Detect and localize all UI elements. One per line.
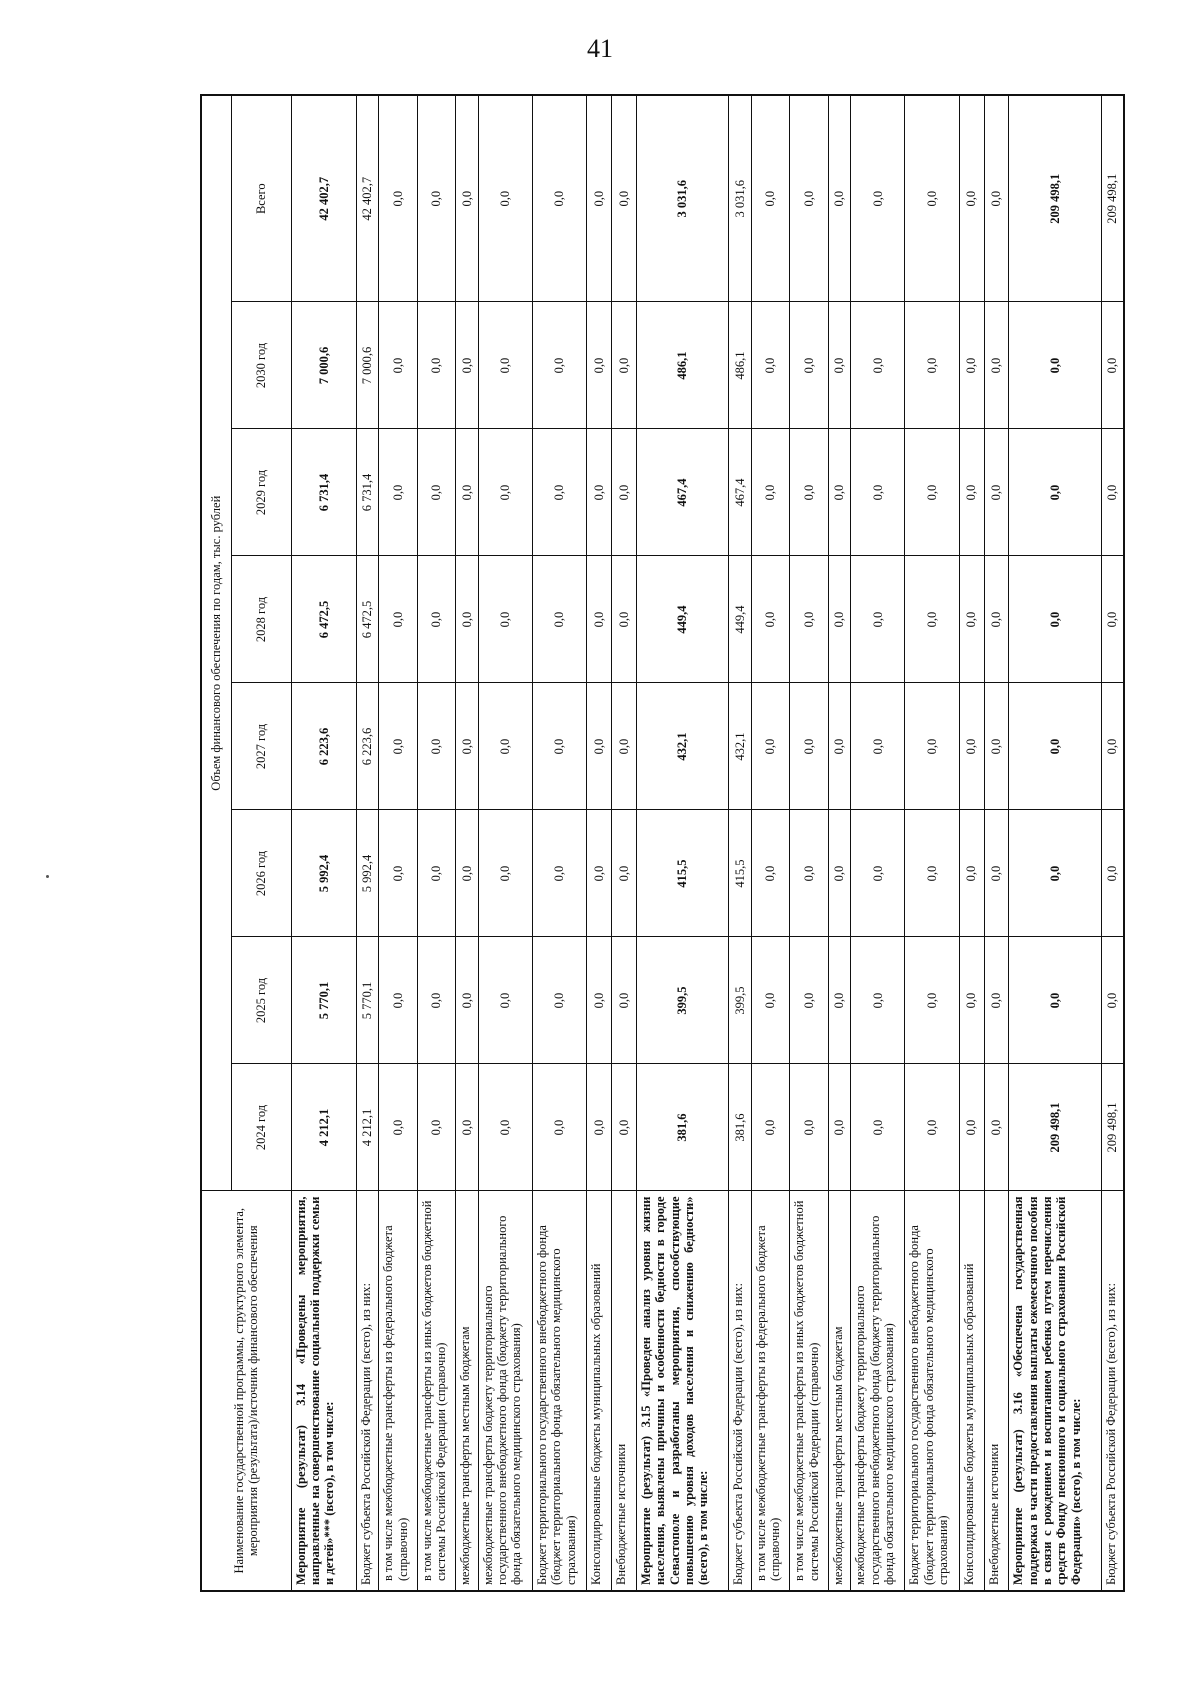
- cell-value: 0,0: [959, 429, 984, 556]
- table-row: [612, 95, 637, 1591]
- cell-value: 0,0: [417, 810, 455, 937]
- cell-value: 0,0: [456, 683, 479, 810]
- cell-value: 0,0: [851, 810, 905, 937]
- cell-total: 0,0: [587, 95, 612, 302]
- cell-value: 0,0: [1009, 683, 1101, 810]
- cell-value: 0,0: [532, 683, 586, 810]
- cell-value: 0,0: [417, 429, 455, 556]
- cell-value: 0,0: [379, 937, 417, 1064]
- cell-value: 0,0: [587, 683, 612, 810]
- cell-value: 0,0: [790, 1064, 828, 1191]
- cell-value: 0,0: [612, 556, 637, 683]
- cell-value: 399,5: [636, 937, 728, 1064]
- row-label: Бюджет территориального государственного внебюджетного фонда (бюджет территориального фонда обязательного медицинского страхования): [905, 1191, 959, 1591]
- table-row: [478, 95, 532, 1591]
- cell-value: 0,0: [612, 810, 637, 937]
- cell-value: 0,0: [1009, 429, 1101, 556]
- cell-value: 0,0: [417, 683, 455, 810]
- cell-total: 0,0: [456, 95, 479, 302]
- cell-value: 0,0: [984, 302, 1009, 429]
- cell-value: 0,0: [587, 1064, 612, 1191]
- header-year-2030: 2030 год: [231, 302, 291, 429]
- cell-value: 0,0: [751, 810, 789, 937]
- cell-value: 0,0: [905, 302, 959, 429]
- cell-value: 0,0: [1101, 429, 1124, 556]
- cell-value: 0,0: [612, 683, 637, 810]
- cell-value: 0,0: [828, 683, 851, 810]
- cell-value: 0,0: [587, 810, 612, 937]
- cell-value: 0,0: [456, 556, 479, 683]
- cell-value: 0,0: [456, 937, 479, 1064]
- cell-total: 209 498,1: [1009, 95, 1101, 302]
- header-year-2024: 2024 год: [231, 1064, 291, 1191]
- cell-value: 0,0: [612, 1064, 637, 1191]
- cell-value: 0,0: [478, 937, 532, 1064]
- page-number: 41: [587, 34, 613, 63]
- row-label: межбюджетные трансферты местным бюджетам: [456, 1191, 479, 1591]
- cell-value: 0,0: [790, 937, 828, 1064]
- row-label: межбюджетные трансферты бюджету территориального государственного внебюджетного фонда (бюджету территориального фонда обязательного медицинского страхования): [851, 1191, 905, 1591]
- table-row: [905, 95, 959, 1591]
- table-row: [828, 95, 851, 1591]
- cell-total: 0,0: [790, 95, 828, 302]
- cell-value: 0,0: [851, 302, 905, 429]
- cell-total: 0,0: [478, 95, 532, 302]
- cell-value: 0,0: [1101, 556, 1124, 683]
- cell-value: 0,0: [417, 556, 455, 683]
- cell-value: 0,0: [984, 810, 1009, 937]
- cell-value: 6 472,5: [356, 556, 379, 683]
- table-row: [379, 95, 417, 1591]
- cell-value: 0,0: [905, 1064, 959, 1191]
- cell-value: 0,0: [905, 429, 959, 556]
- row-label: Консолидированные бюджеты муниципальных образований: [959, 1191, 984, 1591]
- cell-value: 0,0: [905, 683, 959, 810]
- cell-value: 6 731,4: [291, 429, 356, 556]
- table-row: [532, 95, 586, 1591]
- cell-total: 0,0: [905, 95, 959, 302]
- cell-value: 0,0: [612, 429, 637, 556]
- cell-value: 0,0: [959, 556, 984, 683]
- cell-value: 6 223,6: [291, 683, 356, 810]
- table-row: [356, 95, 379, 1591]
- cell-value: 0,0: [905, 810, 959, 937]
- cell-total: 0,0: [379, 95, 417, 302]
- cell-value: 0,0: [751, 302, 789, 429]
- cell-value: 0,0: [751, 556, 789, 683]
- table-row-measure: [636, 95, 728, 1591]
- cell-value: 0,0: [905, 937, 959, 1064]
- cell-value: 7 000,6: [291, 302, 356, 429]
- table-row: [851, 95, 905, 1591]
- cell-value: 0,0: [379, 302, 417, 429]
- cell-value: 0,0: [851, 1064, 905, 1191]
- cell-value: 5 770,1: [356, 937, 379, 1064]
- cell-value: 0,0: [1101, 937, 1124, 1064]
- row-label: Внебюджетные источники: [612, 1191, 637, 1591]
- row-label: в том числе межбюджетные трансферты из федерального бюджета (справочно): [379, 1191, 417, 1591]
- cell-value: 0,0: [532, 1064, 586, 1191]
- cell-value: 0,0: [478, 810, 532, 937]
- header-name-column: Наименование государственной программы, структурного элемента, мероприятия (результата)/источник финансового обеспечения: [201, 1191, 291, 1591]
- cell-value: 0,0: [828, 810, 851, 937]
- header-volume-group: Объем финансового обеспечения по годам, тыс. рублей: [201, 95, 231, 1191]
- cell-value: 0,0: [1009, 302, 1101, 429]
- cell-value: 0,0: [984, 1064, 1009, 1191]
- cell-value: 486,1: [729, 302, 752, 429]
- cell-value: 467,4: [636, 429, 728, 556]
- cell-value: 0,0: [984, 683, 1009, 810]
- table-row-measure: [1009, 95, 1101, 1591]
- cell-value: 0,0: [417, 937, 455, 1064]
- cell-value: 0,0: [532, 556, 586, 683]
- cell-value: 0,0: [959, 302, 984, 429]
- scan-artifact-dot: [46, 875, 49, 878]
- cell-value: 0,0: [417, 1064, 455, 1191]
- cell-value: 0,0: [1009, 810, 1101, 937]
- cell-value: 0,0: [532, 302, 586, 429]
- cell-value: 0,0: [984, 556, 1009, 683]
- cell-value: 0,0: [751, 683, 789, 810]
- table-row: [1101, 95, 1124, 1591]
- rotated-table-container: [200, 96, 1125, 1592]
- header-year-2026: 2026 год: [231, 810, 291, 937]
- cell-value: 7 000,6: [356, 302, 379, 429]
- cell-value: 0,0: [1101, 302, 1124, 429]
- cell-value: 0,0: [790, 810, 828, 937]
- cell-value: 399,5: [729, 937, 752, 1064]
- table-row: [959, 95, 984, 1591]
- header-year-2028: 2028 год: [231, 556, 291, 683]
- table-row: [984, 95, 1009, 1591]
- cell-value: 0,0: [1101, 810, 1124, 937]
- cell-value: 0,0: [959, 810, 984, 937]
- cell-value: 0,0: [851, 683, 905, 810]
- table-row: [729, 95, 752, 1591]
- cell-value: 0,0: [478, 1064, 532, 1191]
- header-year-2025: 2025 год: [231, 937, 291, 1064]
- header-year-2029: 2029 год: [231, 429, 291, 556]
- row-label: Бюджет субъекта Российской Федерации (всего), из них:: [1101, 1191, 1124, 1591]
- cell-total: 0,0: [612, 95, 637, 302]
- table-row: [751, 95, 789, 1591]
- cell-value: 449,4: [729, 556, 752, 683]
- cell-value: 449,4: [636, 556, 728, 683]
- row-label: в том числе межбюджетные трансферты из федерального бюджета (справочно): [751, 1191, 789, 1591]
- cell-value: 0,0: [612, 302, 637, 429]
- cell-value: 415,5: [636, 810, 728, 937]
- cell-value: 6 731,4: [356, 429, 379, 556]
- cell-value: 0,0: [828, 302, 851, 429]
- cell-value: 0,0: [851, 556, 905, 683]
- cell-value: 0,0: [905, 556, 959, 683]
- cell-value: 0,0: [959, 1064, 984, 1191]
- cell-value: 6 223,6: [356, 683, 379, 810]
- cell-value: 381,6: [729, 1064, 752, 1191]
- cell-total: 0,0: [851, 95, 905, 302]
- row-label: Мероприятие (результат) 3.14 «Проведены мероприятия, направленные на совершенствование социальной поддержки семьи и детей»*** (всего), в том числе:: [291, 1191, 356, 1591]
- cell-value: 0,0: [587, 429, 612, 556]
- row-label: Внебюджетные источники: [984, 1191, 1009, 1591]
- cell-value: 0,0: [1009, 937, 1101, 1064]
- cell-value: 0,0: [851, 937, 905, 1064]
- cell-value: 0,0: [417, 302, 455, 429]
- cell-total: 0,0: [532, 95, 586, 302]
- cell-value: 0,0: [478, 429, 532, 556]
- financing-table: [200, 94, 1125, 1592]
- cell-value: 0,0: [828, 556, 851, 683]
- cell-value: 0,0: [379, 1064, 417, 1191]
- row-label: Бюджет субъекта Российской Федерации (всего), из них:: [729, 1191, 752, 1591]
- cell-value: 0,0: [790, 302, 828, 429]
- cell-value: 0,0: [1009, 556, 1101, 683]
- cell-total: 0,0: [984, 95, 1009, 302]
- cell-value: 209 498,1: [1101, 1064, 1124, 1191]
- cell-total: 0,0: [959, 95, 984, 302]
- cell-value: 0,0: [379, 556, 417, 683]
- cell-value: 0,0: [532, 810, 586, 937]
- cell-value: 0,0: [751, 429, 789, 556]
- cell-value: 0,0: [532, 429, 586, 556]
- cell-total: 209 498,1: [1101, 95, 1124, 302]
- cell-value: 5 992,4: [291, 810, 356, 937]
- row-label: в том числе межбюджетные трансферты из иных бюджетов бюджетной системы Российской Федерации (справочно): [790, 1191, 828, 1591]
- row-label: межбюджетные трансферты бюджету территориального государственного внебюджетного фонда (бюджету территориального фонда обязательного медицинского страхования): [478, 1191, 532, 1591]
- row-label: межбюджетные трансферты местным бюджетам: [828, 1191, 851, 1591]
- cell-value: 0,0: [790, 556, 828, 683]
- cell-value: 0,0: [984, 429, 1009, 556]
- cell-value: 0,0: [790, 683, 828, 810]
- cell-value: 0,0: [478, 302, 532, 429]
- cell-value: 0,0: [379, 683, 417, 810]
- row-label: Бюджет субъекта Российской Федерации (всего), из них:: [356, 1191, 379, 1591]
- cell-value: 0,0: [828, 937, 851, 1064]
- row-label: Мероприятие (результат) 3.15 «Проведен анализ уровня жизни населения, выявлены причины и особенности бедности в городе Севастополе и разработаны мероприятия, способствующие повышению уровня доходов населения и снижению бедности» (всего), в том числе:: [636, 1191, 728, 1591]
- cell-value: 0,0: [587, 302, 612, 429]
- cell-total: 3 031,6: [636, 95, 728, 302]
- row-label: в том числе межбюджетные трансферты из иных бюджетов бюджетной системы Российской Федерации (справочно): [417, 1191, 455, 1591]
- cell-value: 0,0: [456, 810, 479, 937]
- cell-total: 0,0: [417, 95, 455, 302]
- cell-value: 0,0: [959, 937, 984, 1064]
- cell-value: 0,0: [587, 556, 612, 683]
- cell-total: 0,0: [751, 95, 789, 302]
- cell-value: 0,0: [828, 1064, 851, 1191]
- cell-value: 0,0: [790, 429, 828, 556]
- cell-value: 0,0: [456, 302, 479, 429]
- row-label: Мероприятие (результат) 3.16 «Обеспечена государственная поддержка в части предоставления выплаты ежемесячного пособия в связи с рождением и воспитанием ребенка путем перечисления средств Фонду пенсионного и социального страхования Российской Федерации» (всего), в том числе:: [1009, 1191, 1101, 1591]
- cell-value: 0,0: [587, 937, 612, 1064]
- cell-value: 0,0: [828, 429, 851, 556]
- cell-value: 432,1: [729, 683, 752, 810]
- row-label: Консолидированные бюджеты муниципальных образований: [587, 1191, 612, 1591]
- header-total: Всего: [231, 95, 291, 302]
- header-year-2027: 2027 год: [231, 683, 291, 810]
- cell-value: 5 770,1: [291, 937, 356, 1064]
- cell-value: 415,5: [729, 810, 752, 937]
- cell-value: 486,1: [636, 302, 728, 429]
- cell-value: 0,0: [612, 937, 637, 1064]
- cell-total: 42 402,7: [291, 95, 356, 302]
- cell-value: 0,0: [379, 810, 417, 937]
- cell-value: 0,0: [379, 429, 417, 556]
- cell-total: 42 402,7: [356, 95, 379, 302]
- table-row-measure: [291, 95, 356, 1591]
- cell-value: 4 212,1: [356, 1064, 379, 1191]
- cell-value: 0,0: [478, 556, 532, 683]
- cell-value: 6 472,5: [291, 556, 356, 683]
- cell-value: 381,6: [636, 1064, 728, 1191]
- cell-value: 0,0: [532, 937, 586, 1064]
- table-row: [790, 95, 828, 1591]
- cell-value: 0,0: [751, 937, 789, 1064]
- cell-value: 5 992,4: [356, 810, 379, 937]
- cell-total: 0,0: [828, 95, 851, 302]
- cell-value: 0,0: [984, 937, 1009, 1064]
- cell-value: 0,0: [478, 683, 532, 810]
- cell-value: 0,0: [851, 429, 905, 556]
- cell-value: 4 212,1: [291, 1064, 356, 1191]
- cell-value: 0,0: [456, 1064, 479, 1191]
- cell-value: 467,4: [729, 429, 752, 556]
- cell-value: 209 498,1: [1009, 1064, 1101, 1191]
- cell-value: 0,0: [456, 429, 479, 556]
- table-row: [587, 95, 612, 1591]
- row-label: Бюджет территориального государственного внебюджетного фонда (бюджет территориального фонда обязательного медицинского страхования): [532, 1191, 586, 1591]
- cell-value: 0,0: [959, 683, 984, 810]
- table-row: [417, 95, 455, 1591]
- cell-value: 0,0: [1101, 683, 1124, 810]
- cell-total: 3 031,6: [729, 95, 752, 302]
- cell-value: 0,0: [751, 1064, 789, 1191]
- table-row: [456, 95, 479, 1591]
- cell-value: 432,1: [636, 683, 728, 810]
